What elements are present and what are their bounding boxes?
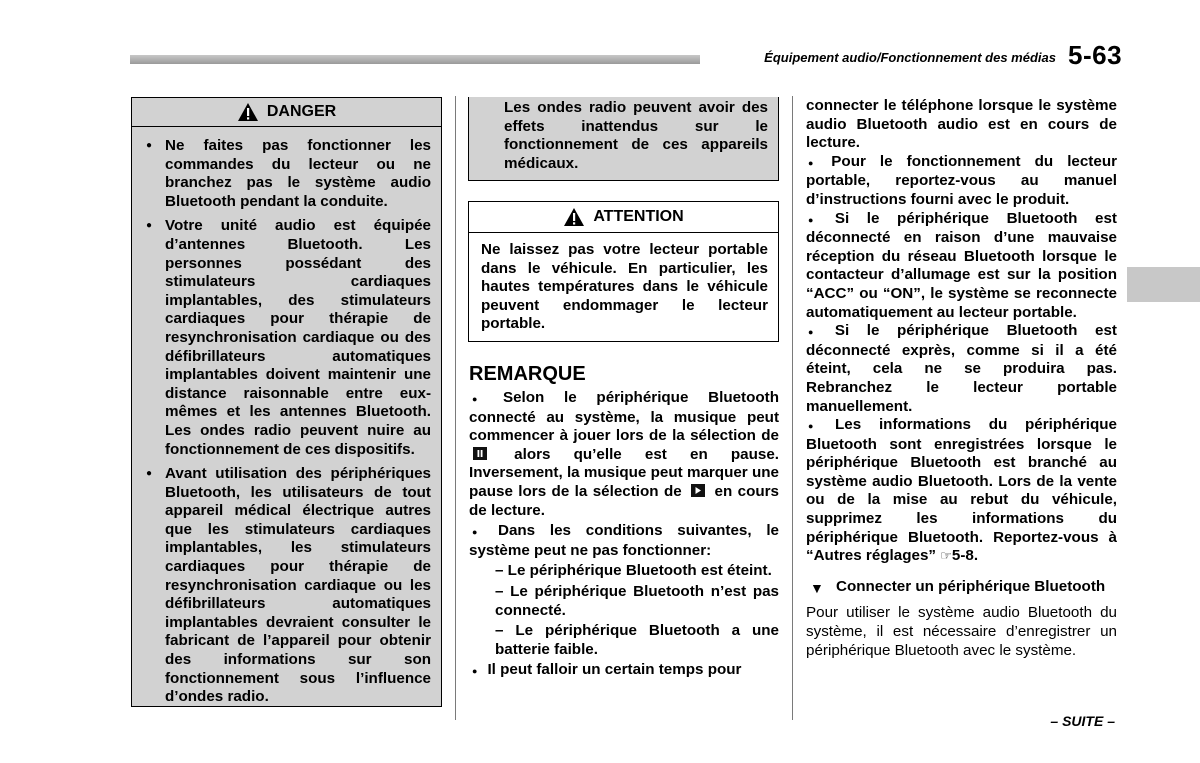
danger-continuation-box [468,97,779,181]
remarque-heading: REMARQUE [469,363,586,385]
play-button-icon [691,484,705,497]
triangle-down-icon: ▼ [810,579,824,596]
section-body: Pour utiliser le système audio Bluetooth du système, il est nécessaire d’enregistrer un périphérique Bluetooth avec le système. [806,604,1117,659]
danger-box [131,97,442,707]
attention-text: Ne laissez pas votre lecteur portable dans le véhicule. En particulier, les hautes températures dans le véhicule peuvent endommager le lecteur portable. [481,241,768,333]
remarque-item-1 [469,389,779,520]
column-divider-1 [455,96,456,720]
danger-item-text: Avant utilisation des périphériques Bluetooth, les utilisateurs de tout appareil médical électrique autres que les stimulateurs cardiaques implantables, les stimulateurs cardiaques pour thérapie de resynchronisation cardiaque ou les défibrillateurs automatiques implantables devraient consulter le fabricant de l’appareil pour obtenir des informations sur son fonctionnement sous l’influence d’ondes radio. [165,465,431,706]
bullet-dot: ● [146,140,153,151]
condition-item: – Le périphérique Bluetooth est éteint. [495,562,772,580]
remarque-item-1-text-c: en cours de lecture. [469,482,779,519]
remarque-item-2-text: Dans les conditions suivantes, le système peut ne pas fonctionner: [469,522,780,559]
danger-item [142,217,431,459]
bullet-dot: ● [808,327,827,338]
bullet-dot: ● [472,666,478,677]
bullet-dot: ● [146,468,153,480]
chapter-side-tab [1127,267,1200,302]
danger-continuation-text: Les ondes radio peuvent avoir des effets inattendus sur le fonctionnement de ces appareils médicaux. [504,99,768,172]
page-section-title: Équipement audio/Fonctionnement des médias [700,50,1056,65]
bullet-dot: ● [808,421,827,432]
remarque-item-7 [806,416,1117,566]
remarque-item-5-text: Si le périphérique Bluetooth est déconnecté en raison d’une mauvaise réception du réseau Bluetooth lorsque le contacteur d’allumage est sur la position “ACC” ou “ON”, le système se reconnecte automatiquement au lecteur portable. [806,209,1117,321]
danger-item-text: Votre unité audio est équipée d’antennes Bluetooth. Les personnes possédant des stimulateurs cardiaques implantables, des stimulateurs cardiaques pour thérapie de resynchronisation cardiaque ou des défibrillateurs automatiques implantables doivent maintenir une distance raisonnable entre eux-mêmes et les antennes Bluetooth. Les ondes radio peuvent nuire au fonctionnement de ces dispositifs. [165,217,431,458]
page-number: 5-63 [1068,40,1123,70]
remarque-item-3-start [469,661,779,681]
attention-box [468,201,779,342]
reference-arrow-icon: ☞ [940,548,952,564]
remarque-column-2 [469,389,779,681]
remarque-item-5 [806,210,1117,323]
column-divider-2 [792,96,793,720]
remarque-item-1-text-b: alors qu’elle est en pause. Inversement, la musique peut marquer une pause lors de la sélection de [469,445,779,500]
danger-item [142,137,431,211]
remarque-item-6-text: Si le périphérique Bluetooth est déconnecté exprès, comme si il a été éteint, cela ne se produira pas. Rebranchez le lecteur portable manuellement. [806,322,1117,415]
section-heading-text: Connecter un périphérique Bluetooth [836,577,1106,595]
remarque-item-6 [806,322,1117,416]
danger-item-text: Ne faites pas fonctionner les commandes du lecteur ou ne branchez pas le système audio Bluetooth pendant la conduite. [165,137,431,210]
warning-triangle-icon [237,102,259,122]
remarque-item-7-text: Les informations du périphérique Bluetooth sont enregistrées lorsque le périphérique Bluetooth est branché au système audio Bluetooth. Lors de la vente ou de la mise au rebut du véhicule, supprimez les informations du périphérique Bluetooth. Reportez-vous à “Autres réglages” [806,416,1118,565]
danger-list [132,127,441,707]
section-heading [806,578,1106,597]
bullet-dot: ● [808,214,827,225]
condition-item: – Le périphérique Bluetooth a une batterie faible. [495,622,779,658]
reference-page-link[interactable]: 5-8. [951,547,979,565]
remarque-item-4-text: Pour le fonctionnement du lecteur portable, reportez-vous au manuel d’instructions fourni avec le produit. [806,152,1118,208]
warning-triangle-icon [563,207,585,227]
remarque-item-2 [469,522,779,560]
pause-button-icon [473,447,487,460]
remarque-item-1-text-a: Selon le périphérique Bluetooth connecté au système, la musique peut commencer à jouer lors de la sélection de [469,389,779,445]
remarque-item-3-continued: connecter le téléphone lorsque le système audio Bluetooth audio est en cours de lecture. [806,97,1117,152]
attention-title: ATTENTION [593,208,684,225]
remarque-item-3-text: Il peut falloir un certain temps pour [487,661,742,679]
bullet-dot: ● [472,527,488,538]
continued-label: – SUITE – [1050,713,1115,729]
bullet-dot: ● [808,157,824,168]
attention-box-header [469,202,778,233]
danger-box-header [132,98,441,127]
condition-item: – Le périphérique Bluetooth n’est pas connecté. [495,582,779,619]
remarque-item-4 [806,153,1117,210]
danger-item [142,465,431,707]
danger-title: DANGER [266,103,337,120]
bullet-dot: ● [146,220,153,232]
remarque-column-3 [806,97,1117,660]
bullet-dot: ● [472,394,493,404]
